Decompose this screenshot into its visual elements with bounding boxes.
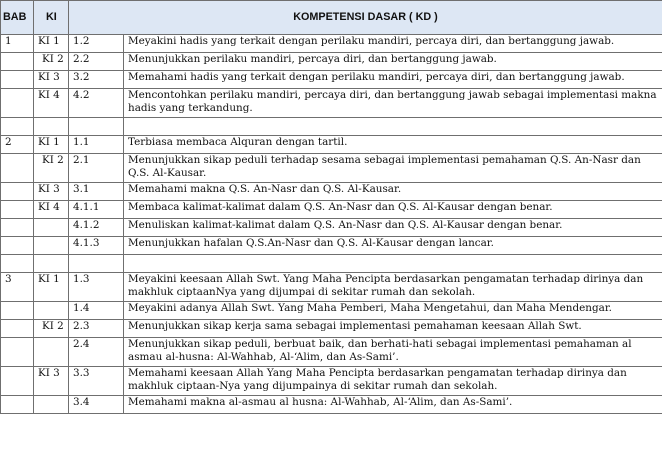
- bab-cell-empty: [1, 201, 34, 219]
- bab-cell-empty: [1, 338, 34, 367]
- kd-description: Menunjukkan sikap peduli, berbuat baik, dan berhati-hati sebagai implementasi pemahaman al asmau al-husna: Al-Wahhab, Al-‘Alim, dan As-Sami’.: [124, 338, 662, 367]
- bab-cell-empty: [1, 183, 34, 201]
- ki-label: KI 4: [34, 89, 69, 118]
- bab-cell-empty: [1, 367, 34, 396]
- kd-description: Memahami makna Q.S. An-Nasr dan Q.S. Al-Kausar.: [124, 183, 662, 201]
- bab-cell-empty: [1, 71, 34, 89]
- kd-description: Memahami keesaan Allah Yang Maha Pencipta berdasarkan pengamatan terhadap dirinya dan makhluk ciptaan-Nya yang dijumpainya di sekitar rumah dan sekolah.: [124, 367, 662, 396]
- table-row: [1, 154, 662, 183]
- kd-description: Menunjukkan sikap peduli terhadap sesama sebagai implementasi pemahaman Q.S. An-Nasr dan Q.S. Al-Kausar.: [124, 154, 662, 183]
- table-row: [1, 237, 662, 255]
- table-row: [1, 320, 662, 338]
- bab-number: 1: [1, 35, 34, 53]
- spacer-row: [1, 118, 662, 136]
- bab-cell-empty: [1, 396, 34, 414]
- kd-description: Meyakini adanya Allah Swt. Yang Maha Pemberi, Maha Mengetahui, dan Maha Mendengar.: [124, 302, 662, 320]
- kd-description: Memahami hadis yang terkait dengan perilaku mandiri, percaya diri, dan bertanggung jawab.: [124, 71, 662, 89]
- ki-label: KI 2: [34, 154, 69, 183]
- ki-cell-empty: [34, 237, 69, 255]
- kd-number: 1.3: [69, 273, 124, 302]
- kd-number: 4.2: [69, 89, 124, 118]
- kd-description: Memahami makna al-asmau al husna: Al-Wahhab, Al-‘Alim, dan As-Sami’.: [124, 396, 662, 414]
- kd-number: 3.4: [69, 396, 124, 414]
- ki-cell-empty: [34, 219, 69, 237]
- spacer-row: [1, 255, 662, 273]
- bab-cell-empty: [1, 219, 34, 237]
- table-row: [1, 396, 662, 414]
- kd-number: 1.4: [69, 302, 124, 320]
- kd-number: 4.1.2: [69, 219, 124, 237]
- bab-cell-empty: [1, 302, 34, 320]
- ki-label: KI 2: [34, 320, 69, 338]
- kd-number: 4.1.3: [69, 237, 124, 255]
- ki-label: KI 3: [34, 183, 69, 201]
- kd-description: Membaca kalimat-kalimat dalam Q.S. An-Nasr dan Q.S. Al-Kausar dengan benar.: [124, 201, 662, 219]
- ki-cell-empty: [34, 338, 69, 367]
- kd-number: 1.2: [69, 35, 124, 53]
- ki-cell-empty: [34, 396, 69, 414]
- kd-description: Menunjukkan perilaku mandiri, percaya diri, dan bertanggung jawab.: [124, 53, 662, 71]
- kd-number: 4.1.1: [69, 201, 124, 219]
- kd-description: Mencontohkan perilaku mandiri, percaya diri, dan bertanggung jawab sebagai implementasi makna hadis yang terkandung.: [124, 89, 662, 118]
- bab-number: 3: [1, 273, 34, 302]
- table-row: [1, 71, 662, 89]
- ki-label: KI 1: [34, 136, 69, 154]
- header-bab: BAB: [1, 1, 34, 35]
- table-row: [1, 219, 662, 237]
- header-ki: KI: [34, 1, 69, 35]
- table-row: [1, 273, 662, 302]
- kd-description: Meyakini keesaan Allah Swt. Yang Maha Pencipta berdasarkan pengamatan terhadap dirinya dan makhluk ciptaanNya yang dijumpai di sekitar rumah dan sekolah.: [124, 273, 662, 302]
- bab-cell-empty: [1, 154, 34, 183]
- table-row: [1, 89, 662, 118]
- header-kd: KOMPETENSI DASAR ( KD ): [69, 1, 662, 35]
- kd-number: 2.3: [69, 320, 124, 338]
- bab-cell-empty: [1, 320, 34, 338]
- table-row: [1, 338, 662, 367]
- table-row: [1, 367, 662, 396]
- kd-description: Menuliskan kalimat-kalimat dalam Q.S. An-Nasr dan Q.S. Al-Kausar dengan benar.: [124, 219, 662, 237]
- kd-number: 2.1: [69, 154, 124, 183]
- kd-number: 2.2: [69, 53, 124, 71]
- bab-cell-empty: [1, 237, 34, 255]
- table-row: [1, 302, 662, 320]
- kd-description: Meyakini hadis yang terkait dengan perilaku mandiri, percaya diri, dan bertanggung jawab.: [124, 35, 662, 53]
- kd-number: 1.1: [69, 136, 124, 154]
- kd-number: 3.3: [69, 367, 124, 396]
- table-header-row: [1, 1, 662, 35]
- bab-cell-empty: [1, 89, 34, 118]
- kd-number: 3.2: [69, 71, 124, 89]
- table-row: [1, 201, 662, 219]
- ki-label: KI 3: [34, 367, 69, 396]
- ki-label: KI 1: [34, 273, 69, 302]
- table-row: [1, 35, 662, 53]
- ki-label: KI 1: [34, 35, 69, 53]
- table-row: [1, 136, 662, 154]
- kd-number: 2.4: [69, 338, 124, 367]
- ki-label: KI 3: [34, 71, 69, 89]
- bab-number: 2: [1, 136, 34, 154]
- kd-description: Menunjukkan sikap kerja sama sebagai implementasi pemahaman keesaan Allah Swt.: [124, 320, 662, 338]
- ki-cell-empty: [34, 302, 69, 320]
- table-row: [1, 183, 662, 201]
- ki-label: KI 2: [34, 53, 69, 71]
- bab-cell-empty: [1, 53, 34, 71]
- table-row: [1, 53, 662, 71]
- kd-number: 3.1: [69, 183, 124, 201]
- kd-description: Terbiasa membaca Alquran dengan tartil.: [124, 136, 662, 154]
- kd-description: Menunjukkan hafalan Q.S.An-Nasr dan Q.S. Al-Kausar dengan lancar.: [124, 237, 662, 255]
- ki-label: KI 4: [34, 201, 69, 219]
